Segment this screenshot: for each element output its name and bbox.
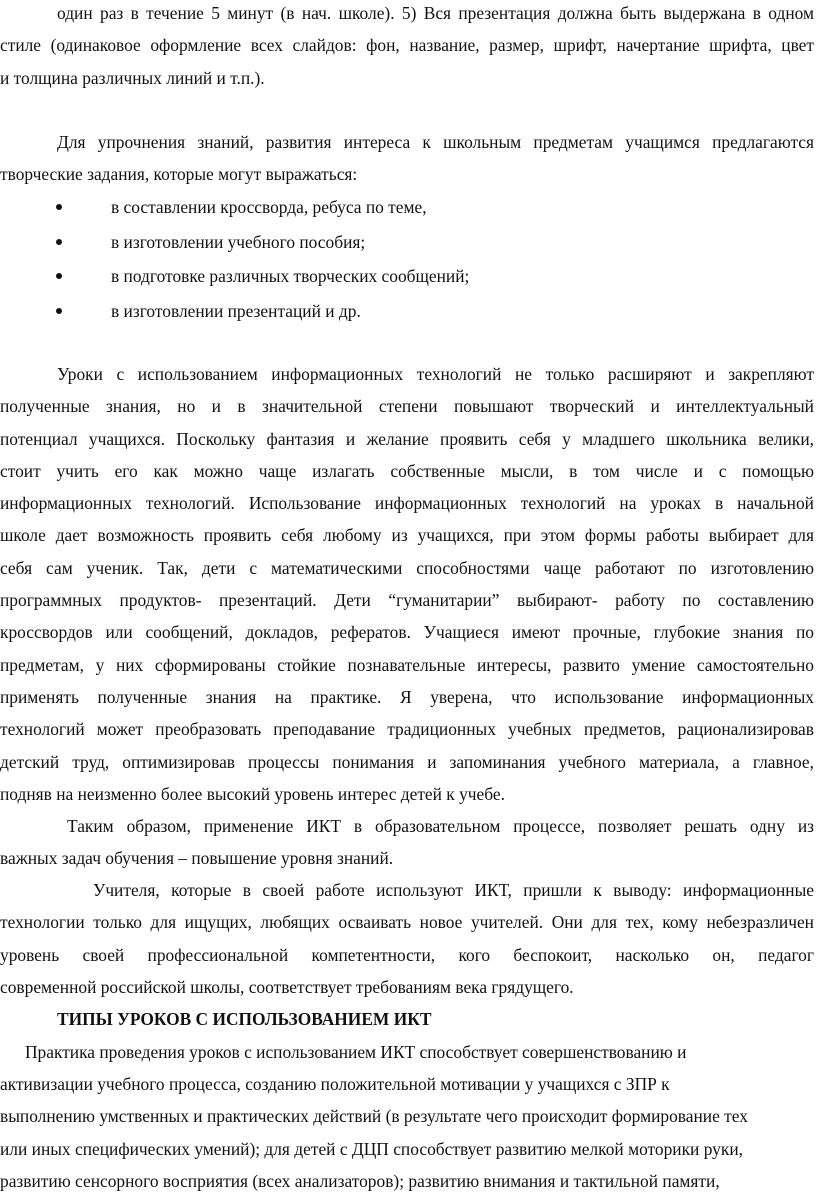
list-item [0, 294, 814, 329]
list-item-text: в составлении кроссворда, ребуса по теме, [111, 197, 427, 217]
bullet-icon [56, 239, 62, 245]
text-line: активизации учебного процесса, созданию положительной мотивации у учащихся с ЗПР к [0, 1074, 670, 1095]
bullet-icon [56, 273, 62, 279]
text-line: Практика проведения уроков с использованием ИКТ способствует совершенствованию и [25, 1042, 687, 1062]
text-line: стоит учить его как можно чаще излагать собственные мысли, в том числе и с помощью [0, 460, 814, 481]
text-line: и толщина различных линий и т.п.). [0, 67, 265, 88]
paragraph-conclusion [0, 810, 814, 875]
paragraph-presentation-style [0, 0, 814, 94]
section-heading: ТИПЫ УРОКОВ С ИСПОЛЬЗОВАНИЕМ ИКТ [57, 1009, 432, 1029]
paragraph-teachers [0, 874, 814, 1003]
text-line: творческие задания, которые могут выражаться: [0, 164, 358, 185]
text-line: технологии только для ищущих, любящих осваивать новое учителей. Они для тех, кому небезразличен [0, 912, 814, 933]
text-line: или иных специфических умений); для детей с ДЦП способствует развитию мелкой моторики руки, [0, 1138, 743, 1159]
text-line: Таким образом, применение ИКТ в образовательном процессе, позволяет решать одну из [67, 816, 814, 836]
text-line: технологий может преобразовать преподавание традиционных учебных предметов, рационализировав [0, 719, 814, 740]
text-line: полученные знания, но и в значительной степени повышают творческий и интеллектуальный [0, 396, 814, 417]
text-line: один раз в течение 5 минут (в нач. школе). 5) Вся презентация должна быть выдержана в одном [57, 3, 814, 23]
text-line: выполнению умственных и практических действий (в результате чего происходит формирование тех [0, 1106, 748, 1127]
text-line: применять полученные знания на практике. Я уверена, что использование информационных [0, 686, 814, 707]
list-item-text: в подготовке различных творческих сообщений; [111, 266, 470, 286]
text-line: стиле (одинаковое оформление всех слайдов: фон, название, размер, шрифт, начертание шрифта, цвет [0, 35, 814, 56]
paragraph-it-lessons [0, 358, 814, 810]
text-line: подняв на неизменно более высокий уровень интерес детей к учебе. [0, 783, 505, 804]
text-line: уровень своей профессиональной компетентности, кого беспокоит, насколько он, педагог [0, 944, 814, 965]
list-item [0, 259, 814, 294]
paragraph-creative-tasks [0, 126, 814, 191]
text-line: предметам, у них сформированы стойкие познавательные интересы, развито умение самостоятельно [0, 654, 814, 675]
text-line: Уроки с использованием информационных технологий не только расширяют и закрепляют [57, 364, 814, 384]
text-line: современной российской школы, соответствует требованиям века грядущего. [0, 976, 574, 997]
list-item-text: в изготовлении учебного пособия; [111, 231, 366, 252]
text-line: Учителя, которые в своей работе используют ИКТ, пришли к выводу: информационные [93, 880, 814, 900]
text-line: важных задач обучения – повышение уровня знаний. [0, 848, 394, 869]
text-line: программных продуктов- презентаций. Дети “гуманитарии” выбирают- работу по составлению [0, 590, 814, 611]
bullet-icon [56, 204, 62, 210]
list-item-text: в изготовлении презентаций и др. [111, 300, 361, 321]
list-item [0, 190, 814, 225]
text-line: школе дает возможность проявить себя любому из учащихся, при этом формы работы выбирает для [0, 525, 814, 546]
text-line: развитию сенсорного восприятия (всех анализаторов); развитию внимания и тактильной памяти, [0, 1170, 720, 1191]
text-line: потенциал учащихся. Поскольку фантазия и желание проявить себя у младшего школьника велики, [0, 428, 814, 449]
text-line: Для упрочнения знаний, развития интереса к школьным предметам учащимся предлагаются [57, 132, 814, 152]
paragraph-practice [0, 1036, 814, 1197]
creative-tasks-list [0, 190, 814, 328]
text-line: информационных технологий. Использование информационных технологий на уроках в начальной [0, 493, 814, 514]
text-line: кроссвордов или сообщений, докладов, рефератов. Учащиеся имеют прочные, глубокие знания по [0, 622, 814, 643]
text-line: себя сам ученик. Так, дети с математическими способностями чаще работают по изготовлению [0, 557, 814, 578]
list-item [0, 225, 814, 260]
text-line: детский труд, оптимизировав процессы понимания и запоминания учебного материала, а главное, [0, 751, 814, 772]
bullet-icon [56, 308, 62, 314]
